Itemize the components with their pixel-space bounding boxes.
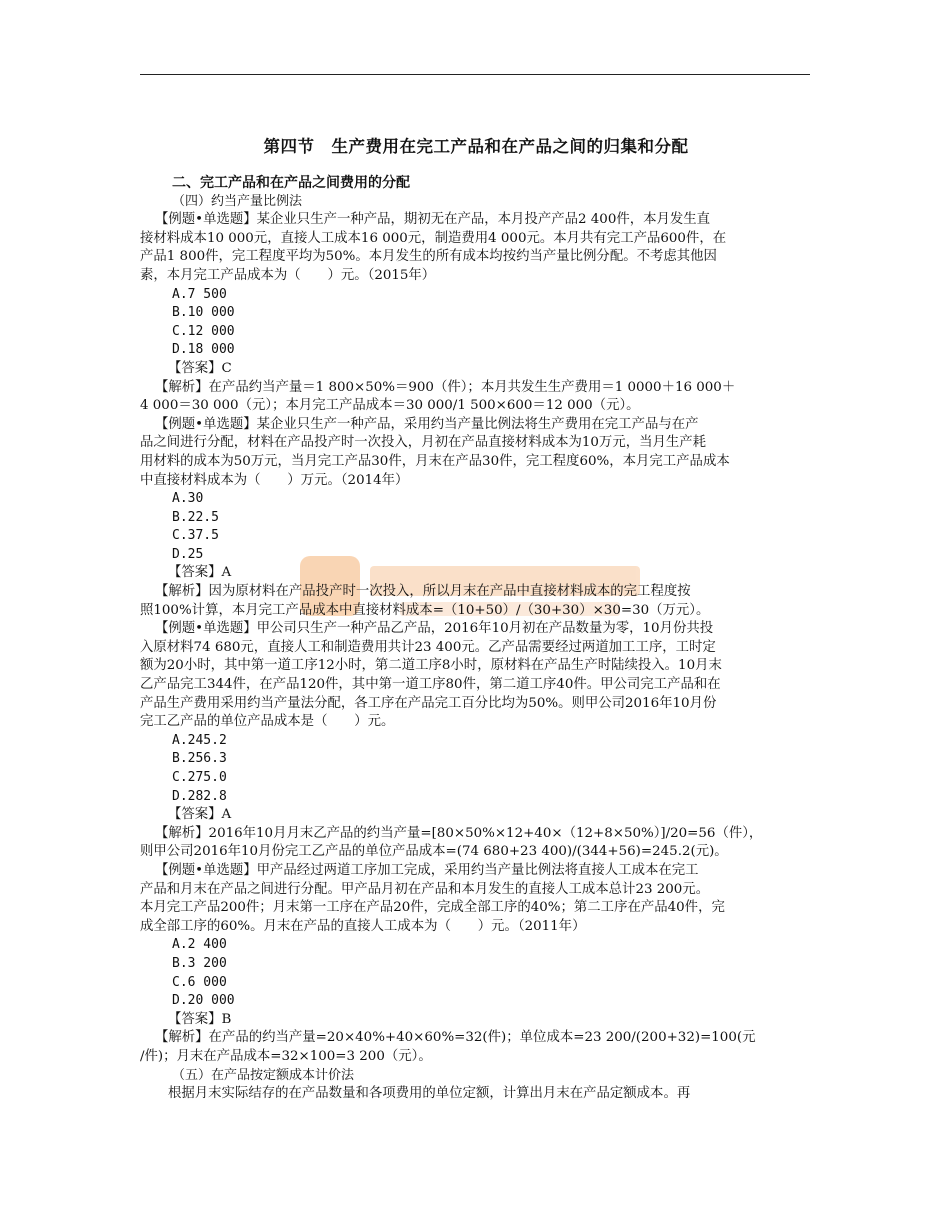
option-c: C.6 000 — [172, 974, 227, 990]
question-line: 用材料的成本为50万元，当月完工产品30件，月末在产品30件，完工程度60%，本月完工产品成本 — [140, 453, 730, 469]
option-d: D.18 000 — [172, 342, 235, 358]
question-line: 【例题•单选题】某企业只生产一种产品，采用约当产量比例法将生产费用在完工产品与在产 — [155, 416, 699, 432]
header-rule — [140, 74, 810, 75]
analysis-line: /件)；月末在产品成本=32×100=3 200（元）。 — [140, 1048, 432, 1064]
question-line: 本月完工产品200件；月末第一工序在产品20件，完成全部工序的40%；第二工序在产品40件，完 — [140, 900, 725, 916]
question-line: 乙产品完工344件，在产品120件，其中第一道工序80件，第二道工序40件。甲公司完工产品和在 — [140, 677, 721, 693]
paragraph-line: 根据月末实际结存的在产品数量和各项费用的单位定额，计算出月末在产品定额成本。再 — [168, 1086, 691, 1102]
option-c: C.12 000 — [172, 323, 235, 339]
option-b: B.3 200 — [172, 955, 227, 971]
question-line: 额为20小时，其中第一道工序12小时，第二道工序8小时，原材料在产品生产时陆续投入。10月末 — [140, 658, 722, 674]
option-a: A.245.2 — [172, 732, 227, 748]
option-c: C.37.5 — [172, 528, 219, 544]
option-d: D.282.8 — [172, 788, 227, 804]
question-line: 成全部工序的60%。月末在产品的直接人工成本为（ ）元。（2011年） — [140, 918, 586, 934]
page-title: 第四节 生产费用在完工产品和在产品之间的归集和分配 — [263, 137, 689, 156]
option-a: A.7 500 — [172, 286, 227, 302]
question-line: 入原材料74 680元，直接人工和制造费用共计23 400元。乙产品需要经过两道加工工序，工时定 — [140, 639, 716, 655]
question-line: 素，本月完工产品成本为（ ）元。（2015年） — [140, 267, 436, 283]
section-heading: 二、完工产品和在产品之间费用的分配 — [172, 175, 410, 191]
question-4 — [140, 862, 812, 1067]
analysis-line: 则甲公司2016年10月份完工乙产品的单位产品成本=(74 680+23 400)/(344+56)=245.2(元)。 — [140, 844, 728, 860]
answer: 【答案】A — [168, 807, 232, 823]
question-line: 接材料成本10 000元，直接人工成本16 000元，制造费用4 000元。本月共有完工产品600件，在 — [140, 230, 727, 246]
answer: 【答案】B — [168, 1011, 232, 1027]
subsection-4: （四）约当产量比例法 — [172, 193, 303, 209]
question-line: 产品1 800件，完工程度平均为50%。本月发生的所有成本均按约当产量比例分配。不考虑其他因 — [140, 249, 717, 265]
question-line: 【例题•单选题】甲产品经过两道工序加工完成，采用约当产量比例法将直接人工成本在完工 — [155, 862, 699, 878]
question-line: 完工乙产品的单位产品成本是（ ）元。 — [140, 714, 395, 730]
answer: 【答案】A — [168, 565, 232, 581]
analysis-line: 4 000＝30 000（元）；本月完工产品成本＝30 000/1 500×600＝12 000（元）。 — [140, 398, 640, 414]
question-line: 【例题•单选题】某企业只生产一种产品，期初无在产品，本月投产产品2 400件，本月发生直 — [155, 212, 711, 228]
question-1 — [140, 211, 812, 416]
option-b: B.22.5 — [172, 509, 219, 525]
analysis-line: 【解析】2016年10月月末乙产品的约当产量=[80×50%×12+40×（12+8×50%）]/20=56（件）， — [155, 825, 763, 841]
option-a: A.2 400 — [172, 937, 227, 953]
question-2 — [140, 416, 812, 621]
question-line: 【例题•单选题】甲公司只生产一种产品乙产品，2016年10月初在产品数量为零，10月份共投 — [155, 621, 714, 637]
option-b: B.256.3 — [172, 751, 227, 767]
option-b: B.10 000 — [172, 305, 235, 321]
question-line: 产品和月末在产品之间进行分配。甲产品月初在产品和本月发生的直接人工成本总计23 200元。 — [140, 881, 710, 897]
option-d: D.20 000 — [172, 993, 235, 1009]
analysis-line: 【解析】因为原材料在产品投产时一次投入，所以月末在产品中直接材料成本的完工程度按 — [155, 584, 691, 600]
question-line: 产品生产费用采用约当产量法分配，各工序在产品完工百分比均为50%。则甲公司2016年10月份 — [140, 695, 717, 711]
answer: 【答案】C — [168, 360, 232, 376]
subsection-5: （五）在产品按定额成本计价法 — [172, 1067, 355, 1083]
option-c: C.275.0 — [172, 770, 227, 785]
option-a: A.30 — [172, 491, 204, 507]
analysis-line: 照100%计算，本月完工产品成本中直接材料成本=（10+50）/（30+30）×30=30（万元）。 — [140, 602, 710, 618]
analysis-line: 【解析】在产品约当产量＝1 800×50%＝900（件）；本月共发生生产费用＝1 0000＋16 000＋ — [155, 379, 736, 395]
analysis-line: 【解析】在产品的约当产量=20×40%+40×60%=32(件)；单位成本=23 200/(200+32)=100(元 — [155, 1030, 756, 1046]
question-line: 品之间进行分配，材料在产品投产时一次投入，月初在产品直接材料成本为10万元，当月生产耗 — [140, 435, 707, 451]
document-body — [140, 174, 812, 1104]
question-3 — [140, 620, 812, 862]
option-d: D.25 — [172, 546, 204, 562]
question-line: 中直接材料成本为（ ）万元。（2014年） — [140, 472, 409, 488]
